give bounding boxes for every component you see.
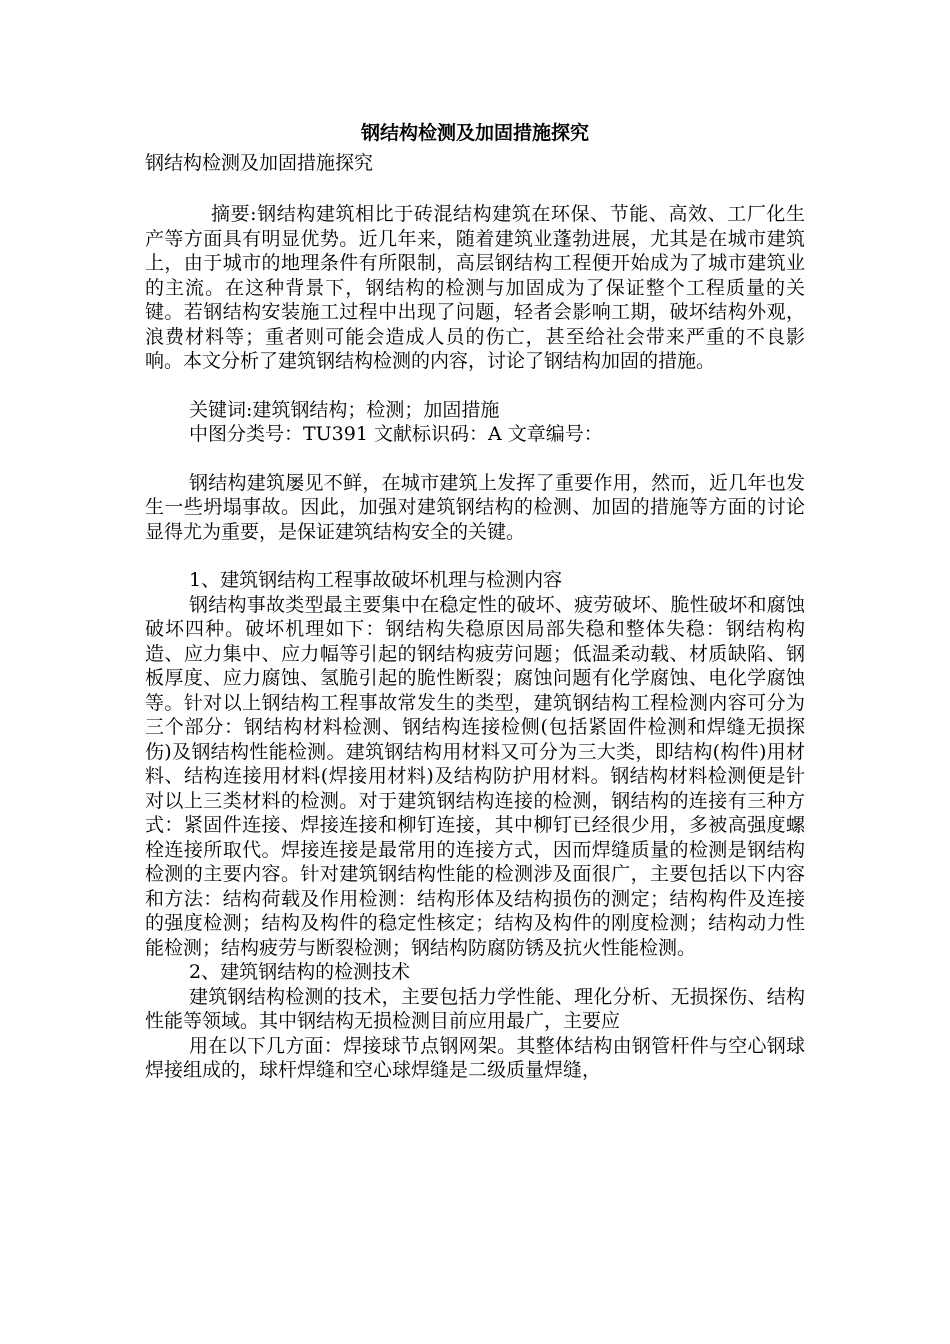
document-title: 钢结构检测及加固措施探究 [360, 122, 589, 144]
document-subtitle: 钢结构检测及加固措施探究 [145, 152, 374, 174]
section1-heading: 1、建筑钢结构工程事故破坏机理与检测内容 [189, 569, 563, 591]
section2-continuation: 用在以下几方面：焊接球节点钢网架。其整体结构由钢管杆件与空心钢球焊接组成的，球杆焊缝和空心球焊缝是二级质量焊缝， [145, 1034, 805, 1081]
keywords-line: 关键词:建筑钢结构；检测；加固措施 [189, 398, 500, 421]
section1-paragraph: 钢结构事故类型最主要集中在稳定性的破坏、疲劳破坏、脆性破坏和腐蚀破坏四种。破坏机理如下：钢结构失稳原因局部失稳和整体失稳：钢结构构造、应力集中、应力幅等引起的钢结构疲劳问题；低温柔动载、材质缺陷、钢板厚度、应力腐蚀、氢脆引起的脆性断裂；腐蚀问题有化学腐蚀、电化学腐蚀等。针对以上钢结构工程事故常发生的类型，建筑钢结构工程检测内容可分为三个部分：钢结构材料检测、钢结构连接检侧(包括紧固件检测和焊缝无损探伤)及钢结构性能检测。建筑钢结构用材料又可分为三大类，即结构(构件)用材料、结构连接用材料(焊接用材料)及结构防护用材料。钢结构材料检测便是针对以上三类材料的检测。对于建筑钢结构连接的检测，钢结构的连接有三种方式：紧固件连接、焊接连接和柳钉连接，其中柳钉已经很少用，多被高强度螺栓连接所取代。焊接连接是最常用的连接方式，因而焊缝质量的检测是钢结构检测的主要内容。针对建筑钢结构性能的检测涉及面很广，主要包括以下内容和方法：结构荷载及作用检测：结构形体及结构损伤的测定；结构构件及连接的强度检测；结构及构件的稳定性核定；结构及构件的刚度检测；结构动力性能检测；结构疲劳与断裂检测；钢结构防腐防锈及抗火性能检测。 [145, 593, 805, 959]
document-page [145, 118, 805, 1083]
abstract-paragraph: 摘要:钢结构建筑相比于砖混结构建筑在环保、节能、高效、工厂化生产等方面具有明显优势。近几年来，随着建筑业蓬勃进展，尤其是在城市建筑上，由于城市的地理条件有所限制，高层钢结构工程便开始成为了城市建筑业的主流。在这种背景下，钢结构的检测与加固成为了保证整个工程质量的关键。若钢结构安装施工过程中出现了问题，轻者会影响工期，破坏结构外观，浪费材料等；重者则可能会造成人员的伤亡，甚至给社会带来严重的不良影响。本文分析了建筑钢结构检测的内容，讨论了钢结构加固的措施。 [145, 203, 805, 372]
classification-line: 中图分类号：TU391 文献标识码：A 文章编号： [189, 423, 603, 445]
section2-paragraph: 建筑钢结构检测的技术，主要包括力学性能、理化分析、无损探伤、结构性能等领域。其中钢结构无损检测目前应用最广，主要应 [145, 985, 805, 1032]
intro-paragraph: 钢结构建筑屡见不鲜，在城市建筑上发挥了重要作用，然而，近几年也发生一些坍塌事故。因此，加强对建筑钢结构的检测、加固的措施等方面的讨论显得尤为重要，是保证建筑结构安全的关键。 [145, 471, 805, 543]
section2-heading: 2、建筑钢结构的检测技术 [189, 961, 411, 983]
